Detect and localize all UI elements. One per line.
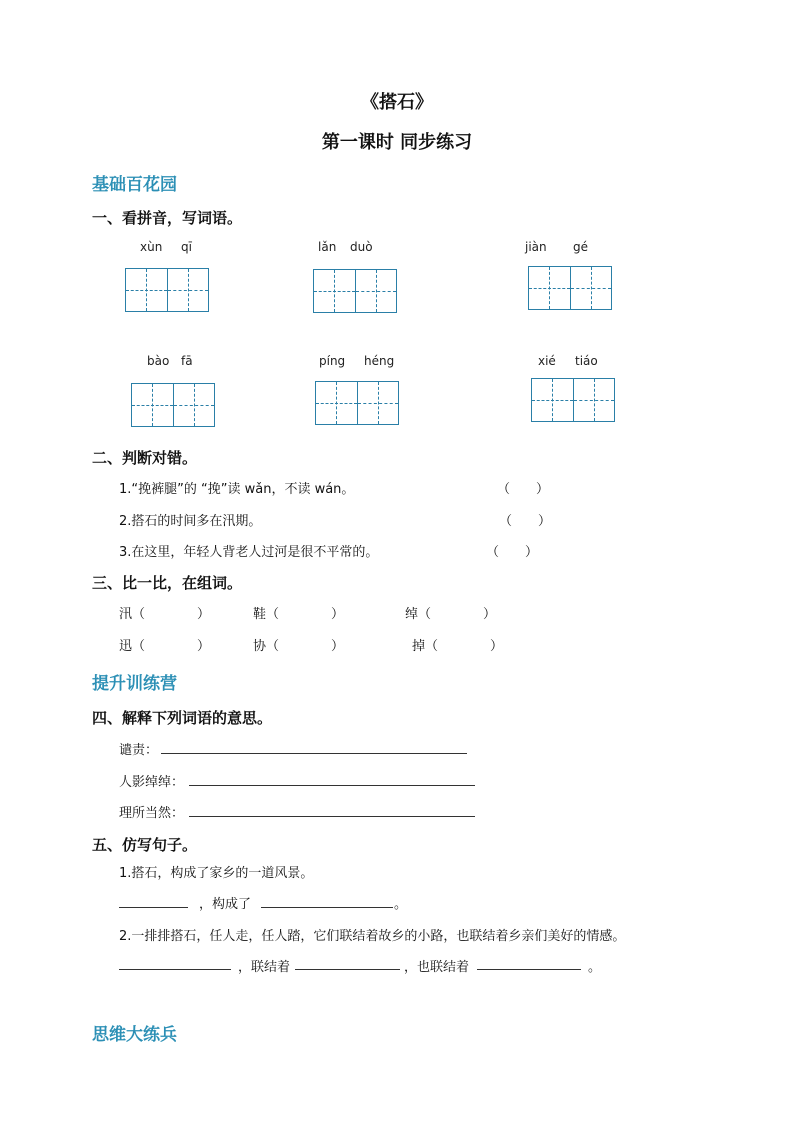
pinyin-4a: bào: [147, 354, 170, 368]
q3-word-6[interactable]: 掉（ ）: [412, 639, 504, 654]
pinyin-1a: xùn: [140, 240, 163, 254]
pinyin-5a: píng: [319, 354, 346, 368]
q5-s1-mid: ，构成了: [199, 897, 252, 912]
q4-answer-line-1[interactable]: [161, 753, 467, 754]
q3-word-1[interactable]: 汛（ ）: [119, 607, 211, 622]
q4-term-2: 人影绰绰：: [119, 775, 185, 790]
q5-sentence-1: 1.搭石，构成了家乡的一道风景。: [119, 866, 314, 881]
q5-blank-2a[interactable]: [119, 969, 231, 970]
writing-grid-5[interactable]: [315, 381, 399, 425]
q5-s1-end: 。: [394, 897, 408, 912]
writing-grid-3[interactable]: [528, 266, 612, 310]
q3-word-4[interactable]: 迅（ ）: [119, 639, 211, 654]
pinyin-2a: lǎn: [318, 240, 337, 254]
section-thinking-heading: 思维大练兵: [92, 1025, 177, 1045]
q5-s2-mid1: ，联结着: [238, 960, 291, 975]
q5-sentence-2: 2.一排排搭石，任人走，任人踏，它们联结着故乡的小路，也联结着乡亲们美好的情感。: [119, 929, 626, 944]
pinyin-3b: gé: [573, 240, 588, 254]
q5-blank-1a[interactable]: [119, 907, 188, 908]
q2-heading: 二、判断对错。: [92, 449, 198, 467]
q1-heading: 一、看拼音，写词语。: [92, 209, 243, 227]
section-basic-heading: 基础百花园: [92, 175, 177, 195]
q5-s2-mid2: ，也联结着: [404, 960, 470, 975]
q2-item-2: 2.搭石的时间多在汛期。: [119, 514, 262, 529]
q2-answer-3[interactable]: （ ）: [486, 545, 539, 560]
q2-answer-1[interactable]: （ ）: [497, 482, 550, 497]
pinyin-5b: héng: [364, 354, 395, 368]
writing-grid-4[interactable]: [131, 383, 215, 427]
q2-answer-2[interactable]: （ ）: [499, 514, 552, 529]
q5-heading: 五、仿写句子。: [92, 836, 198, 854]
writing-grid-2[interactable]: [313, 269, 397, 313]
pinyin-6a: xié: [538, 354, 556, 368]
pinyin-1b: qī: [181, 240, 192, 254]
q5-s2-end: 。: [588, 960, 602, 975]
document-subtitle: 第一课时 同步练习: [321, 132, 473, 153]
q4-heading: 四、解释下列词语的意思。: [92, 709, 273, 727]
document-title: 《搭石》: [361, 92, 433, 113]
q5-blank-1b[interactable]: [261, 907, 393, 908]
q3-word-2[interactable]: 鞋（ ）: [253, 607, 345, 622]
pinyin-4b: fā: [181, 354, 193, 368]
pinyin-2b: duò: [350, 240, 373, 254]
q2-item-3: 3.在这里，年轻人背老人过河是很不平常的。: [119, 545, 379, 560]
q3-word-3[interactable]: 绰（ ）: [405, 607, 497, 622]
q4-term-1: 谴责：: [119, 743, 159, 758]
pinyin-3a: jiàn: [525, 240, 547, 254]
q4-answer-line-2[interactable]: [189, 785, 475, 786]
q5-blank-2b[interactable]: [295, 969, 400, 970]
q4-term-3: 理所当然：: [119, 806, 185, 821]
pinyin-6b: tiáo: [575, 354, 598, 368]
q3-word-5[interactable]: 协（ ）: [253, 639, 345, 654]
q5-blank-2c[interactable]: [477, 969, 581, 970]
q3-heading: 三、比一比，在组词。: [92, 574, 243, 592]
writing-grid-6[interactable]: [531, 378, 615, 422]
q4-answer-line-3[interactable]: [189, 816, 475, 817]
writing-grid-1[interactable]: [125, 268, 209, 312]
q2-item-1: 1.“挽裤腿”的 “挽”读 wǎn，不读 wán。: [119, 482, 355, 497]
section-improve-heading: 提升训练营: [92, 674, 177, 694]
